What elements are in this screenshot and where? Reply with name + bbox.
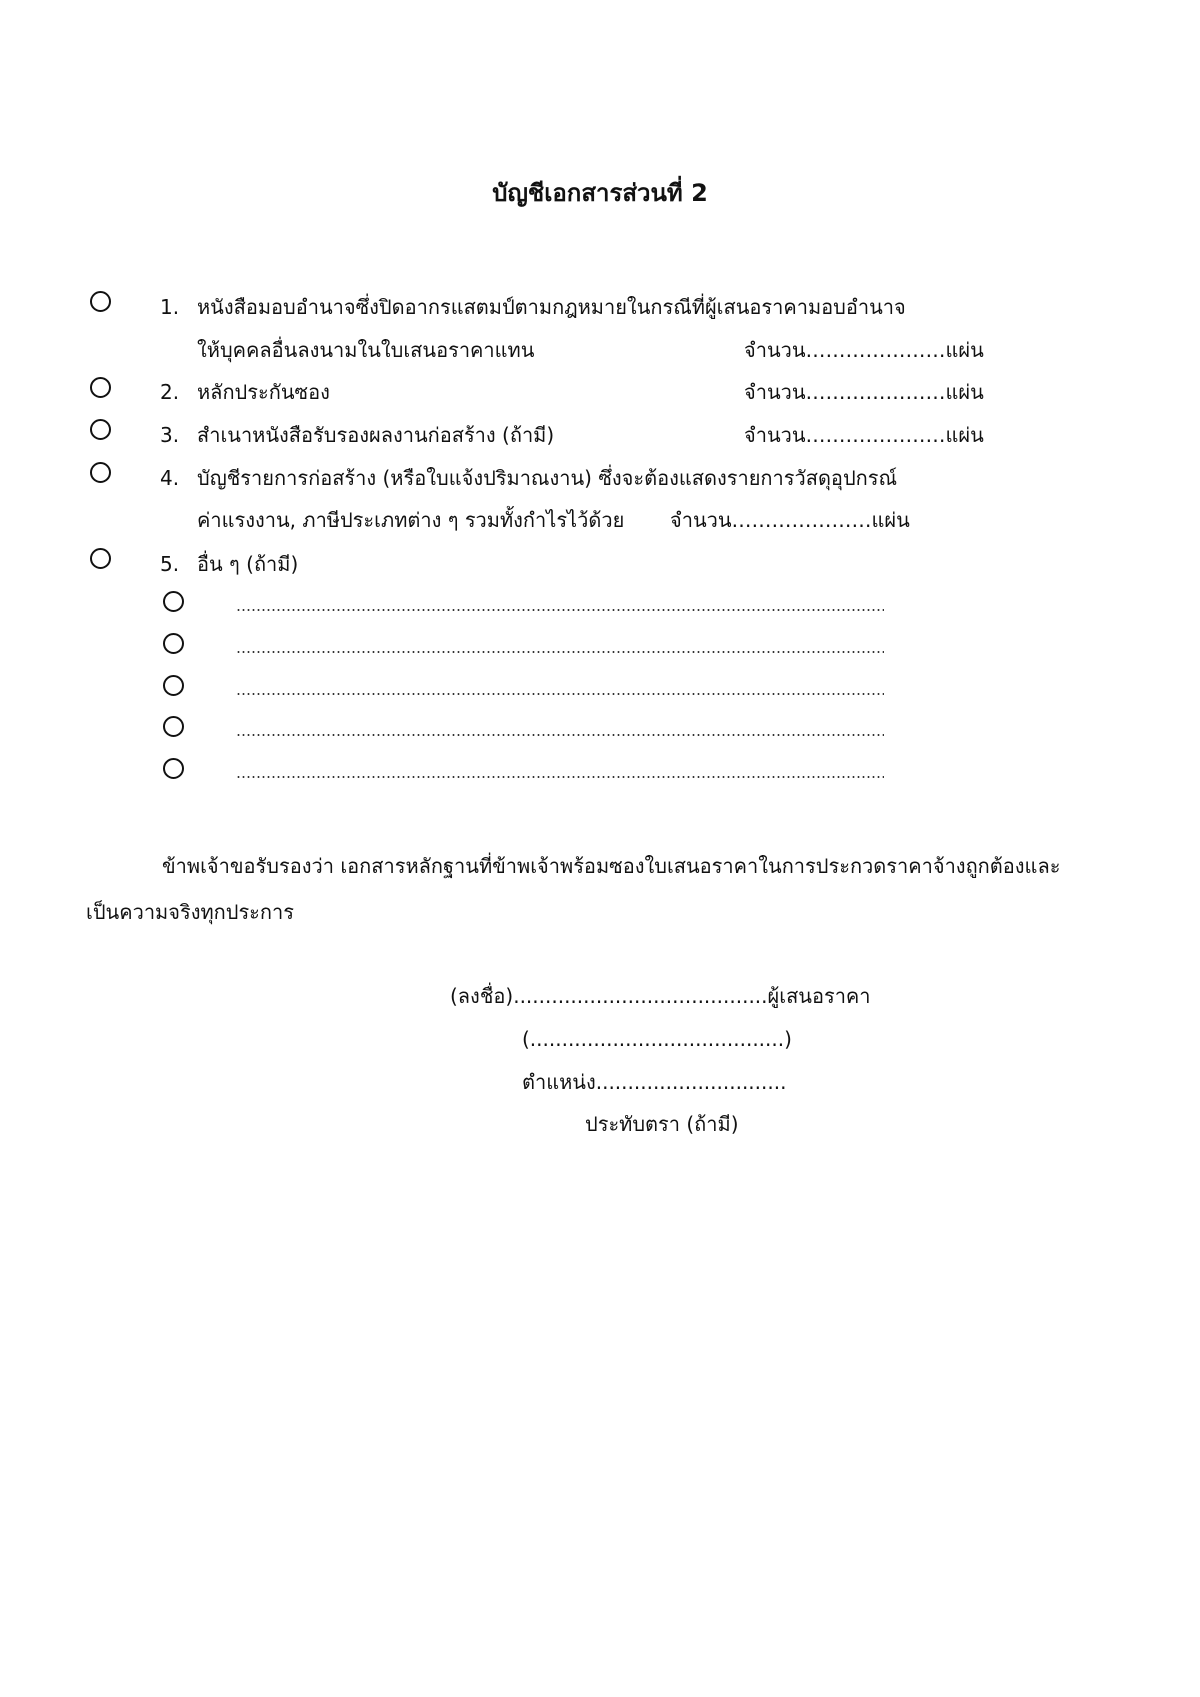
item-number: 4. — [160, 466, 180, 490]
blank-fill-line — [236, 609, 884, 611]
blank-fill-line — [236, 651, 884, 653]
item-text: อื่น ๆ (ถ้ามี) — [197, 552, 299, 576]
checkbox-other-1[interactable] — [163, 591, 184, 612]
item-quantity: จำนวน…………………แผ่น — [744, 338, 984, 362]
item-text: หนังสือมอบอำนาจซึ่งปิดอากรแสตมป์ตามกฎหมายในกรณีที่ผู้เสนอราคามอบอำนาจ — [197, 295, 906, 319]
item-number: 5. — [160, 552, 180, 576]
item-number: 1. — [160, 295, 180, 319]
blank-fill-line — [236, 693, 884, 695]
blank-fill-line — [236, 734, 884, 736]
item-text: บัญชีรายการก่อสร้าง (หรือใบแจ้งปริมาณงาน) ซึ่งจะต้องแสดงรายการวัสดุอุปกรณ์ — [197, 466, 898, 490]
seal-line: ประทับตรา (ถ้ามี) — [585, 1112, 739, 1136]
position-line: ตำแหน่ง.............................. — [522, 1070, 787, 1094]
signer-name-line: (........................................) — [522, 1027, 792, 1051]
item-text-continued: ค่าแรงงาน, ภาษีประเภทต่าง ๆ รวมทั้งกำไรไว้ด้วย — [197, 508, 625, 532]
item-quantity: จำนวน…………………แผ่น — [744, 380, 984, 404]
page-title: บัญชีเอกสารส่วนที่ 2 — [492, 179, 708, 207]
checkbox-item-3[interactable] — [90, 419, 111, 440]
item-text: หลักประกันซอง — [197, 380, 330, 404]
checkbox-item-5[interactable] — [90, 548, 111, 569]
checkbox-other-3[interactable] — [163, 675, 184, 696]
checkbox-other-4[interactable] — [163, 716, 184, 737]
checkbox-other-5[interactable] — [163, 758, 184, 779]
blank-fill-line — [236, 776, 884, 778]
checkbox-item-1[interactable] — [90, 291, 111, 312]
checkbox-item-2[interactable] — [90, 377, 111, 398]
certification-paragraph: ข้าพเจ้าขอรับรองว่า เอกสารหลักฐานที่ข้าพเจ้าพร้อมซองใบเสนอราคาในการประกวดราคาจ้างถูกต้องและเป็นความจริงทุกประการ — [86, 854, 1061, 924]
item-quantity: จำนวน…………………แผ่น — [744, 423, 984, 447]
item-number: 3. — [160, 423, 180, 447]
checkbox-other-2[interactable] — [163, 633, 184, 654]
item-text-continued: ให้บุคคลอื่นลงนามในใบเสนอราคาแทน — [197, 338, 535, 362]
signature-line: (ลงชื่อ)........................................ผู้เสนอราคา — [450, 984, 871, 1008]
item-text: สำเนาหนังสือรับรองผลงานก่อสร้าง (ถ้ามี) — [197, 423, 555, 447]
checkbox-item-4[interactable] — [90, 462, 111, 483]
item-number: 2. — [160, 380, 180, 404]
item-quantity: จำนวน…………………แผ่น — [670, 508, 910, 532]
